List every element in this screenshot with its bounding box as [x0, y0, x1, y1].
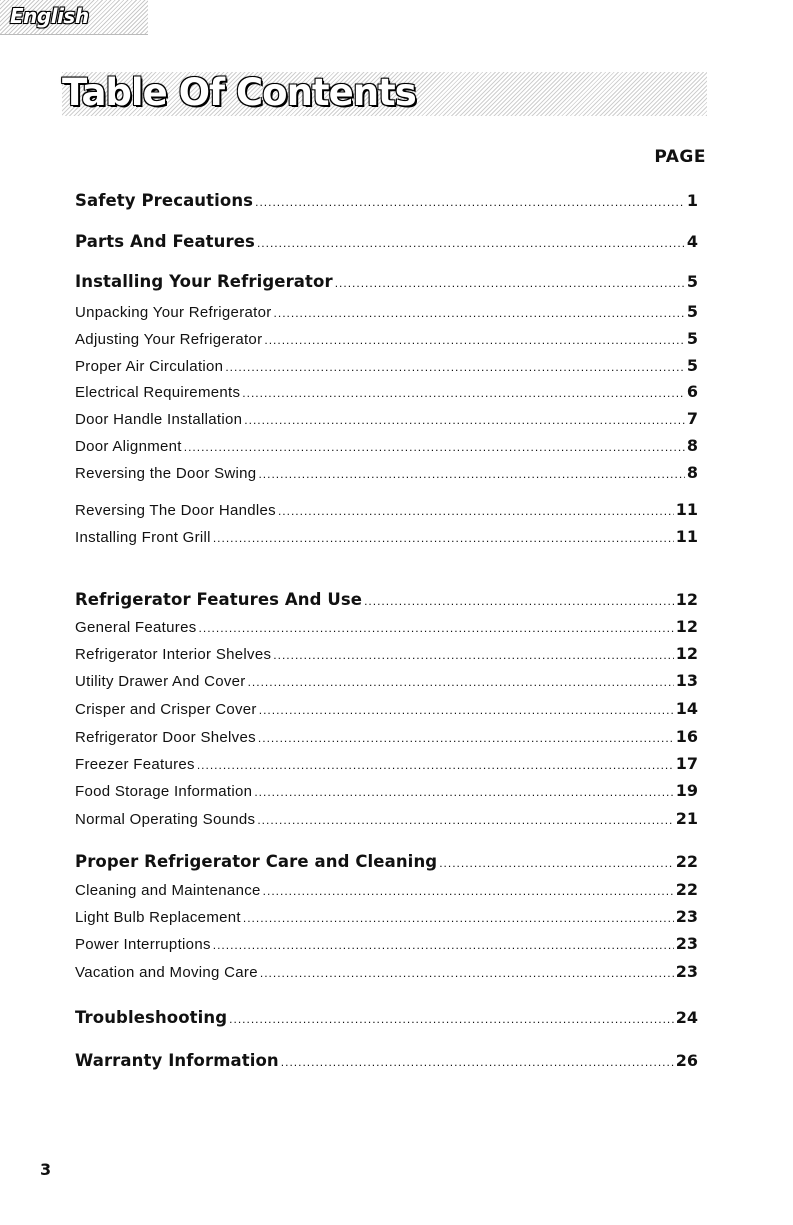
toc-entry-care-and-cleaning[interactable]	[75, 852, 698, 876]
toc-entry-door-alignment[interactable]	[75, 436, 698, 460]
toc-leader-dots	[335, 276, 685, 290]
toc-entry-page: 12	[675, 617, 698, 636]
toc-entry-air-circulation[interactable]	[75, 356, 698, 380]
toc-entry-label: Utility Drawer And Cover	[75, 673, 246, 690]
toc-entry-warranty[interactable]	[75, 1051, 698, 1075]
toc-entry-page: 22	[675, 880, 698, 899]
toc-entry-page: 12	[675, 590, 698, 609]
language-label: English	[10, 4, 89, 28]
toc-entry-page: 24	[675, 1008, 698, 1027]
toc-entry-label: Electrical Requirements	[75, 384, 241, 401]
toc-leader-dots	[257, 813, 673, 827]
toc-leader-dots	[259, 703, 674, 717]
toc-entry-label: Refrigerator Interior Shelves	[75, 646, 272, 663]
toc-entry-label: General Features	[75, 619, 197, 636]
toc-leader-dots	[264, 333, 684, 347]
toc-entry-door-handle-installation[interactable]	[75, 409, 698, 433]
toc-leader-dots	[248, 675, 674, 689]
toc-leader-dots	[184, 440, 685, 454]
toc-entry-page: 19	[675, 781, 698, 800]
toc-entry-electrical[interactable]	[75, 382, 698, 406]
toc-leader-dots	[274, 306, 685, 320]
toc-leader-dots	[243, 911, 674, 925]
toc-entry-freezer-features[interactable]	[75, 754, 698, 778]
toc-entry-label: Food Storage Information	[75, 783, 253, 800]
toc-entry-general-features[interactable]	[75, 617, 698, 641]
toc-entry-label: Warranty Information	[75, 1051, 279, 1070]
toc-entry-adjusting[interactable]	[75, 329, 698, 353]
toc-entry-label: Light Bulb Replacement	[75, 909, 241, 926]
toc-entry-page: 23	[675, 962, 698, 981]
toc-entry-label: Normal Operating Sounds	[75, 811, 256, 828]
toc-leader-dots	[254, 785, 673, 799]
toc-entry-label: Troubleshooting	[75, 1008, 228, 1027]
toc-entry-page: 5	[686, 329, 698, 348]
toc-leader-dots	[255, 195, 685, 209]
toc-entry-label: Freezer Features	[75, 756, 195, 773]
toc-entry-page: 13	[675, 671, 698, 690]
toc-entry-label: Unpacking Your Refrigerator	[75, 304, 272, 321]
toc-entry-food-storage[interactable]	[75, 781, 698, 805]
toc-leader-dots	[213, 531, 674, 545]
toc-leader-dots	[364, 594, 674, 608]
toc-entry-label: Proper Air Circulation	[75, 358, 224, 375]
toc-entry-utility-drawer[interactable]	[75, 671, 698, 695]
page-title: Table Of Contents	[62, 71, 416, 114]
toc-entry-page: 6	[686, 382, 698, 401]
toc-entry-refrigerator-features[interactable]	[75, 590, 698, 614]
toc-entry-page: 1	[686, 191, 698, 210]
toc-leader-dots	[263, 884, 674, 898]
toc-entry-page: 14	[675, 699, 698, 718]
toc-entry-reversing-door-handles[interactable]	[75, 500, 698, 524]
toc-entry-label: Reversing The Door Handles	[75, 502, 276, 519]
toc-entry-label: Adjusting Your Refrigerator	[75, 331, 263, 348]
toc-entry-page: 11	[675, 527, 698, 546]
toc-entry-page: 23	[675, 934, 698, 953]
toc-leader-dots	[225, 360, 685, 374]
toc-entry-label: Installing Your Refrigerator	[75, 272, 333, 291]
toc-entry-page: 22	[675, 852, 698, 871]
toc-leader-dots	[258, 467, 684, 481]
toc-entry-label: Crisper and Crisper Cover	[75, 701, 257, 718]
toc-leader-dots	[260, 966, 674, 980]
toc-entry-power-interruptions[interactable]	[75, 934, 698, 958]
toc-entry-label: Safety Precautions	[75, 191, 254, 210]
toc-entry-label: Installing Front Grill	[75, 529, 211, 546]
toc-leader-dots	[242, 386, 685, 400]
toc-entry-vacation-moving[interactable]	[75, 962, 698, 986]
toc-entry-page: 5	[686, 302, 698, 321]
toc-entry-installing-your-refrigerator[interactable]	[75, 272, 698, 296]
toc-entry-parts-and-features[interactable]	[75, 232, 698, 256]
toc-entry-page: 7	[686, 409, 698, 428]
toc-leader-dots	[278, 504, 674, 518]
toc-entry-label: Door Handle Installation	[75, 411, 243, 428]
toc-entry-label: Refrigerator Door Shelves	[75, 729, 256, 746]
toc-leader-dots	[257, 236, 685, 250]
toc-leader-dots	[281, 1055, 674, 1069]
language-tab	[0, 0, 148, 35]
toc-leader-dots	[197, 758, 674, 772]
toc-leader-dots	[258, 731, 674, 745]
toc-entry-cleaning-maintenance[interactable]	[75, 880, 698, 904]
toc-entry-page: 17	[675, 754, 698, 773]
toc-leader-dots	[244, 413, 685, 427]
toc-entry-label: Parts And Features	[75, 232, 255, 251]
toc-entry-page: 12	[675, 644, 698, 663]
toc-leader-dots	[229, 1012, 674, 1026]
toc-entry-door-shelves[interactable]	[75, 727, 698, 751]
toc-entry-page: 5	[686, 356, 698, 375]
toc-leader-dots	[213, 938, 674, 952]
toc-leader-dots	[199, 621, 674, 635]
toc-entry-label: Door Alignment	[75, 438, 182, 455]
toc-entry-page: 8	[686, 436, 698, 455]
toc-entry-page: 11	[675, 500, 698, 519]
toc-entry-operating-sounds[interactable]	[75, 809, 698, 833]
toc-entry-troubleshooting[interactable]	[75, 1008, 698, 1032]
toc-entry-front-grill[interactable]	[75, 527, 698, 551]
toc-entry-page: 8	[686, 463, 698, 482]
toc-entry-crisper[interactable]	[75, 699, 698, 723]
toc-entry-page: 5	[686, 272, 698, 291]
toc-entry-page: 21	[675, 809, 698, 828]
toc-entry-light-bulb[interactable]	[75, 907, 698, 931]
toc-entry-label: Reversing the Door Swing	[75, 465, 257, 482]
toc-entry-page: 16	[675, 727, 698, 746]
toc-entry-page: 26	[675, 1051, 698, 1070]
toc-entry-label: Refrigerator Features And Use	[75, 590, 363, 609]
toc-entry-reversing-door-swing[interactable]	[75, 463, 698, 487]
toc-entry-interior-shelves[interactable]	[75, 644, 698, 668]
footer-page-number: 3	[40, 1160, 52, 1179]
toc-entry-safety-precautions[interactable]	[75, 191, 698, 215]
toc-leader-dots	[273, 648, 673, 662]
toc-entry-unpacking[interactable]	[75, 302, 698, 326]
toc-entry-page: 4	[686, 232, 698, 251]
toc-entry-page: 23	[675, 907, 698, 926]
page-column-header: PAGE	[654, 147, 706, 167]
toc-entry-label: Vacation and Moving Care	[75, 964, 258, 981]
toc-leader-dots	[439, 856, 674, 870]
toc-entry-label: Cleaning and Maintenance	[75, 882, 261, 899]
toc-entry-label: Proper Refrigerator Care and Cleaning	[75, 852, 438, 871]
toc-entry-label: Power Interruptions	[75, 936, 211, 953]
